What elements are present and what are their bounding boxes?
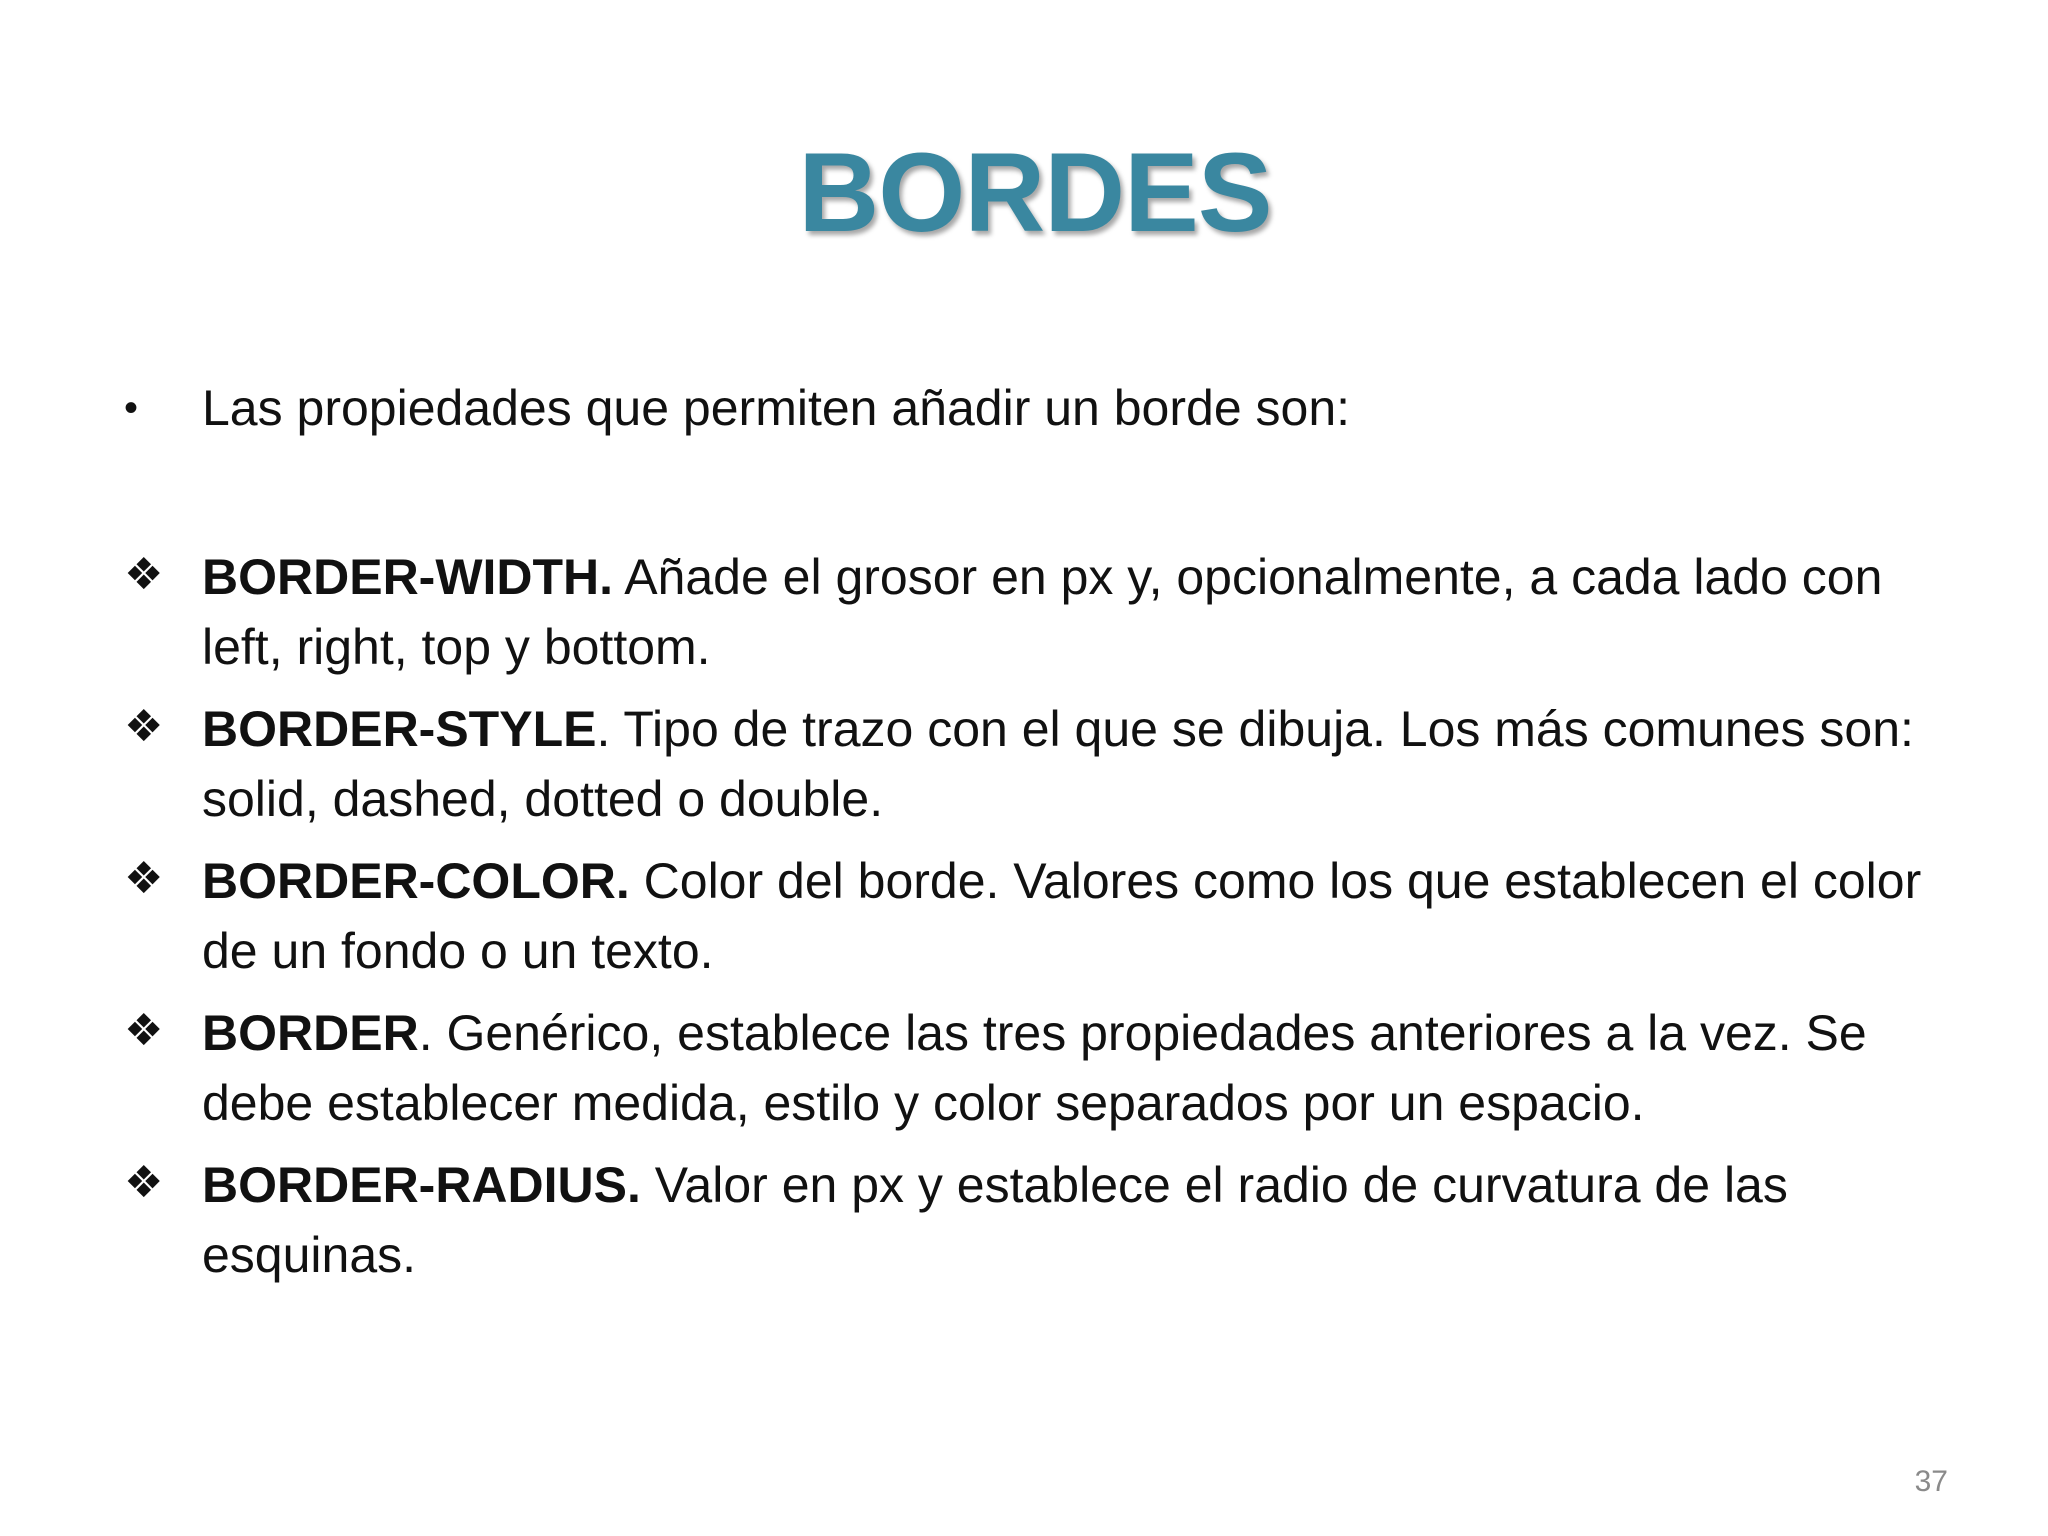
page-number: 37 <box>1914 1465 1948 1498</box>
intro-text: Las propiedades que permiten añadir un borde son: <box>202 380 1351 436</box>
round-bullet-icon: • <box>124 386 139 430</box>
intro-paragraph <box>124 374 1964 442</box>
four-diamond-bullet-icon: ❖ <box>124 550 164 599</box>
item-term: BORDER-RADIUS. <box>202 1157 641 1213</box>
list-item <box>124 1150 1964 1290</box>
item-term: BORDER-COLOR. <box>202 853 630 909</box>
four-diamond-bullet-icon: ❖ <box>124 702 164 751</box>
four-diamond-bullet-icon: ❖ <box>124 854 164 903</box>
slide-title: BORDES <box>798 130 1272 255</box>
list-item <box>124 846 1964 986</box>
item-term: BORDER-WIDTH. <box>202 549 614 605</box>
item-text: Color del borde. Valores como los que establecen el color de un fondo o un texto. <box>202 853 1922 979</box>
item-text: . Tipo de trazo con el que se dibuja. Los más comunes son: solid, dashed, dotted o double. <box>202 701 1914 827</box>
list-item <box>124 542 1964 682</box>
item-text: . Genérico, establece las tres propiedades anteriores a la vez. Se debe establecer medida, estilo y color separados por un espacio. <box>202 1005 1867 1131</box>
four-diamond-bullet-icon: ❖ <box>124 1006 164 1055</box>
slide-content <box>124 374 1964 1302</box>
item-text: Añade el grosor en px y, opcionalmente, a cada lado con left, right, top y bottom. <box>202 549 1883 675</box>
four-diamond-bullet-icon: ❖ <box>124 1158 164 1207</box>
item-term: BORDER <box>202 1005 419 1061</box>
item-text: Valor en px y establece el radio de curvatura de las esquinas. <box>202 1157 1788 1283</box>
item-term: BORDER-STYLE <box>202 701 597 757</box>
list-item <box>124 998 1964 1138</box>
list-item <box>124 694 1964 834</box>
